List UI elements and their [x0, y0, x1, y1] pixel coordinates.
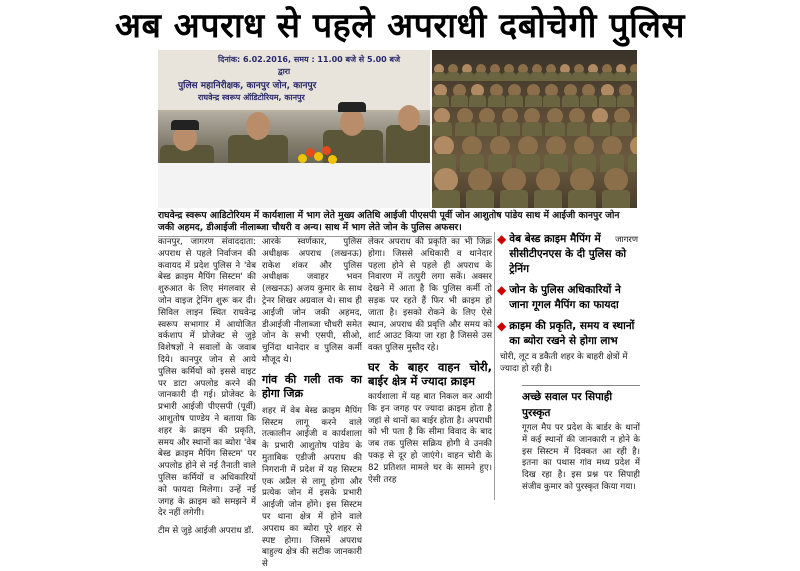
article-column-1: [158, 237, 256, 538]
audience-uniform: [568, 190, 596, 208]
officer-cap: [171, 120, 199, 130]
column-text: आरके स्वर्णकार, पुलिस अधीक्षक अपराध (लखनऊ) राकेश शंकर और पुलिस अधीक्षक जवाहर भवन (लखनऊ) अजय कुमार के साथ ट्रेनर शिखर अग्रवाल थे। साथ ही आईजी जोन जकी अहमद, डीआईजी नीलाब्जा चौधरी समेत जोन के सभी एसपी, सीओ, चुनिंदा थानेदार व पुलिस कर्मी मौजूद थे।: [262, 237, 362, 365]
audience-uniform: [432, 122, 452, 136]
sidebar-box: [522, 385, 640, 494]
audience-member: [570, 168, 594, 192]
audience-uniform: [460, 72, 474, 81]
highlight-item: ◆ क्राइम की प्रकृति, समय व स्थानों का ब्योरा रखने से होगा लाभ: [497, 319, 635, 347]
photo-credit: जागरण: [615, 235, 638, 245]
audience-uniform: [586, 72, 600, 81]
audience-uniform: [580, 95, 597, 107]
audience-uniform: [502, 72, 516, 81]
audience-uniform: [600, 72, 614, 81]
audience-uniform: [543, 95, 560, 107]
audience-uniform: [614, 72, 628, 81]
bullet-marker-icon: ◆: [497, 232, 507, 246]
audience-member: [630, 136, 637, 156]
audience-uniform: [628, 154, 637, 172]
officer-head: [340, 108, 364, 136]
audience-uniform: [466, 190, 494, 208]
audience-member: [536, 168, 560, 192]
audience-uniform: [635, 122, 638, 136]
audience-uniform: [545, 122, 565, 136]
audience-uniform: [628, 72, 637, 81]
audience-uniform: [488, 72, 502, 81]
article-column-3: [368, 237, 492, 486]
photo-audience: [432, 50, 637, 208]
audience-uniform: [558, 72, 572, 81]
headline: अब अपराध से पहले अपराधी दबोचेगी पुलिस: [115, 6, 685, 46]
article-column-2: [262, 237, 362, 571]
side-brief: चोरी, लूट व डकैती शहर के बाहरी क्षेत्रों में ज्यादा हो रही है।: [500, 352, 628, 374]
audience-member: [468, 168, 492, 192]
audience-uniform: [599, 95, 616, 107]
audience-member: [546, 136, 566, 156]
column-text: टीम से जुड़े आईजी अपराध डॉ.: [158, 526, 254, 537]
caption-text: राघवेन्द्र स्वरूप आडिटोरियम में कार्यशाला में भाग लेते मुख्य अतिथि आईजी पीएसपी पूर्वी जोन आशुतोष पांडेय साथ में आईजी कानपुर जोन जकी अहमद, डीआईजी नीलाब्जा चौधरी व अन्य। साथ में भाग लेते जोन के पुलिस अफसर।: [158, 210, 620, 233]
audience-member: [604, 168, 628, 192]
audience-uniform: [469, 95, 486, 107]
audience-uniform: [562, 95, 579, 107]
audience-uniform: [455, 122, 475, 136]
audience-uniform: [446, 72, 460, 81]
flower-bouquet: [298, 146, 338, 170]
audience-member: [462, 136, 482, 156]
audience-member: [502, 168, 526, 192]
audience-member: [434, 168, 458, 192]
audience-uniform: [474, 72, 488, 81]
column-text: कार्यशाला में यह बात निकल कर आयी कि इन जगह पर ज्यादा क्राइम होता है जहां से थानों का बाईर होता है। अपराधी को भी पता है कि सीमा विवाद के बाद जब तक पुलिस सक्रिय होगी वे उनकी पकड़ से दूर हो जाएंगे। वाहन चोरी के 82 प्रतिशत मामले घर के सामने हुए। ऐसी तरह: [368, 391, 492, 485]
audience-member: [518, 136, 538, 156]
banner-line-1: दिनांक: 6.02.2016, समय : 11.00 बजे से 5.00 बजे: [218, 55, 401, 64]
highlight-item: ◆ जोन के पुलिस अधिकारियों ने जाना गूगल मैपिंग का फायदा: [497, 283, 621, 311]
audience-uniform: [602, 190, 630, 208]
workshop-banner: [158, 50, 430, 112]
audience-uniform: [488, 95, 505, 107]
bullet-marker-icon: ◆: [497, 283, 507, 297]
column-divider: [494, 232, 495, 500]
audience-uniform: [617, 95, 634, 107]
column-text: लेकर अपराध की प्रकृति का भी जिक्र होगा। जिससे अधिकारी व थानेदार पहला होने से पहले ही अपराध के निवारण में तत्पुरी लगा सकें। अक्सर देखने में आता है कि पुलिस कर्मी तो सड़क पर रहते हैं फिर भी क्राइम हो जाता है। इसको रोकने के लिए ऐसे स्थान, अपराध की प्रवृत्ति और समय को शार्ट आउट किया जा रहा है जिससे उस वक्त पुलिस मुस्तैद रहे।: [368, 237, 492, 354]
audience-uniform: [590, 122, 610, 136]
audience-uniform: [432, 95, 449, 107]
officer-head: [398, 105, 420, 131]
audience-uniform: [572, 72, 586, 81]
dais-table: [158, 163, 430, 208]
audience-uniform: [477, 122, 497, 136]
audience-uniform: [544, 72, 558, 81]
audience-member: [490, 136, 510, 156]
audience-uniform: [567, 122, 587, 136]
audience-uniform: [451, 95, 468, 107]
photo-workshop-dais: [158, 50, 430, 208]
bullet-marker-icon: ◆: [497, 319, 507, 333]
highlights-list: [497, 232, 640, 355]
audience-uniform: [522, 122, 542, 136]
box-title: अच्छे सवाल पर सिपाही पुरस्कृत: [522, 391, 613, 419]
audience-uniform: [612, 122, 632, 136]
audience-uniform: [506, 95, 523, 107]
audience-uniform: [516, 72, 530, 81]
highlight-item: ◆ वेब बेस्ड क्राइम मैपिंग में सीसीटीएनएस के दी पुलिस को ट्रेनिंग: [497, 232, 627, 275]
audience-uniform: [530, 72, 544, 81]
audience-uniform: [500, 122, 520, 136]
audience-uniform: [432, 190, 460, 208]
audience-uniform: [500, 190, 528, 208]
banner-line-4: राघवेन्द्र स्वरूप ऑडिटोरियम, कानपुर: [198, 93, 305, 102]
column-text: कानपुर, जागरण संवाददाता: अपराध से पहले निर्वाजन की कवायद में प्रदेश पुलिस ने 'वेब बेस्ड क्राइम मैपिंग सिस्टम' की शुरुआत के लिए मंगलवार से जोन वाइज ट्रेनिंग शुरू कर दी। सिविल लाइन स्थित राघवेन्द्र स्वरूप सभागार में आयोजित वर्कशाप में प्रोजेक्ट से जुड़े विशेषज्ञों ने सवालों के जवाब दिये। कानपुर जोन से आये पुलिस कर्मियों को इससे वाइट पर डाटा अपलोड करने की जानकारी दी गई। प्रोजेक्ट के प्रभारी आईजी पीएसपी (पूर्वी) आशुतोष पाण्डेय ने बताया कि शहर के क्राइम की प्रकृति, समय और स्थानों का ब्योरा 'वेब बेस्ड क्राइम मैपिंग सिस्टम' पर अपलोड होने से नई तैनाती वाले पुलिस कर्मियों व अधिकारियों को फायदा मिलेगा। उन्हें नई जगह के क्राइम को समझने में देर नहीं लगेगी।: [158, 237, 256, 519]
audience-member: [602, 136, 622, 156]
officer-head: [246, 112, 270, 140]
subheading: गांव की गली तक का होगा जिक्र: [262, 372, 362, 400]
banner-line-3: पुलिस महानिरीक्षक, कानपुर जोन, कानपुर: [178, 81, 317, 91]
audience-uniform: [432, 72, 446, 81]
banner-line-2: द्वारा: [278, 67, 291, 76]
audience-uniform: [525, 95, 542, 107]
officer-cap: [338, 102, 366, 112]
subheading: घर के बाहर वाहन चोरी, बाईर क्षेत्र में ज्यादा क्राइम: [368, 359, 492, 388]
audience-uniform: [534, 190, 562, 208]
box-text: गूगल मैप पर प्रदेश के बार्डर के थानों में कई स्थानों की जानकारी न होने के इस सिस्टम में दिक्कत आ रही है। इतना का पथास गांव मध्य प्रदेश में दिख रहा है। इस प्रश्न पर सिपाही संजीव कुमार को पुरस्कृत किया गया।: [522, 423, 640, 492]
audience-member: [574, 136, 594, 156]
audience-member: [434, 136, 454, 156]
column-text: शहर में वेब बेस्ड क्राइम मैपिंग सिस्टम लागू करने वाले तत्कालीन आईजी व कार्यशाला के प्रभारी आशुतोष पांडेय के मुताबिक एडीजी अपराध की निगरानी में प्रदेश में यह सिस्टम एक अप्रैल से लागू होगा और प्रत्येक जोन में इसके प्रभारी आईजी जोन होंगे। इस सिस्टम पर थाना क्षेत्र में होने वाले अपराध का ब्योरा पूरे शहर से स्पष्ट होगा। जिसमें अपराध बाहुल्य क्षेत्र की सटीक जानकारी से: [262, 405, 362, 570]
